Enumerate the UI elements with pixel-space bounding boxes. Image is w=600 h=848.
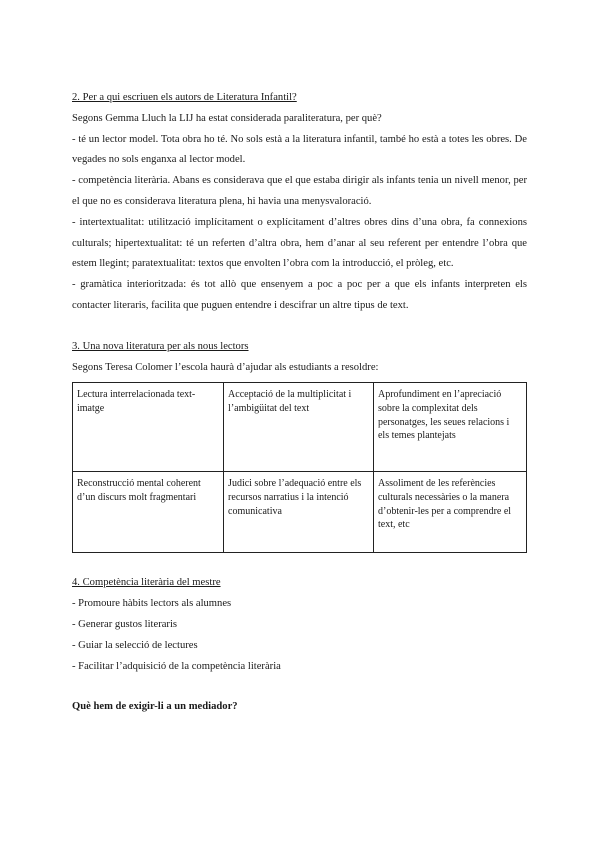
section-2-item: - gramàtica interioritzada: és tot allò que ensenyem a poc a poc per a que els infants interpreten els contacter literaris, facilita que puguen entendre i descifrar un altre tipus de text.	[72, 279, 527, 311]
table-cell: Assoliment de les referències culturals necessàries o la manera d’obtenir-les per a comprendre el text, etc	[373, 472, 526, 553]
table-cell: Reconstrucció mental coherent d’un discurs molt fragmentari	[73, 472, 224, 553]
spacer	[72, 677, 527, 697]
document-body	[72, 88, 527, 718]
table-cell: Judici sobre l’adequació entre els recursos narratius i la intenció comunicativa	[224, 472, 374, 553]
section-4-list	[72, 594, 527, 677]
section-3-heading: 3. Una nova literatura per als nous lectors	[72, 340, 249, 352]
section-3-intro: Segons Teresa Colomer l’escola haurà d’ajudar als estudiants a resoldre:	[72, 361, 379, 373]
section-2-heading: 2. Per a qui escriuen els autors de Literatura Infantil?	[72, 92, 297, 103]
closing-question: Què hem de exigir-li a un mediador?	[72, 701, 238, 713]
section-2-item: - té un lector model. Tota obra ho té. No sols està a la literatura infantil, també ho està a totes les obres. De vegades no sols enganxa al lector model.	[72, 133, 527, 166]
list-item: - Promoure hàbits lectors als alumnes	[72, 598, 232, 610]
table-cell: Acceptació de la multiplicitat i l’ambigüitat del text	[224, 383, 374, 472]
spacer	[72, 553, 527, 573]
list-item: - Generar gustos literaris	[72, 618, 178, 630]
section-4-heading: 4. Competència literària del mestre	[72, 577, 221, 589]
table-cell: Aprofundiment en l’apreciació sobre la complexitat dels personatges, les seues relacions i els temes plantejats	[373, 383, 526, 472]
spacer	[72, 317, 527, 337]
section-2-intro: Segons Gemma Lluch la LIJ ha estat considerada paraliteratura, per què?	[72, 112, 382, 124]
section-2-item: - competència literària. Abans es considerava que el que estaba dirigir als infants tenia un nivell menor, per el que no es considerava literatura plena, hi havia una menysvaloració.	[72, 175, 527, 207]
table-row	[73, 472, 527, 553]
list-item: - Guiar la selecció de lectures	[72, 639, 198, 651]
skills-table	[72, 382, 527, 553]
table-cell: Lectura interrelacionada text-imatge	[73, 383, 224, 472]
section-2-item: - intertextualitat: utilització implícitament o explícitament d’altres obres dins d’una obra, fa connexions culturals; hipertextualitat: té un referten d’altra obra, hem d’anar al seu referent per entendre l’obra que estem llegint; paratextualitat: textos que envolten l’obra com la introducció, el pròleg, etc.	[72, 216, 527, 270]
skills-table-wrapper	[72, 382, 527, 553]
list-item: - Facilitar l’adquisició de la competència literària	[72, 660, 281, 672]
table-row	[73, 383, 527, 472]
